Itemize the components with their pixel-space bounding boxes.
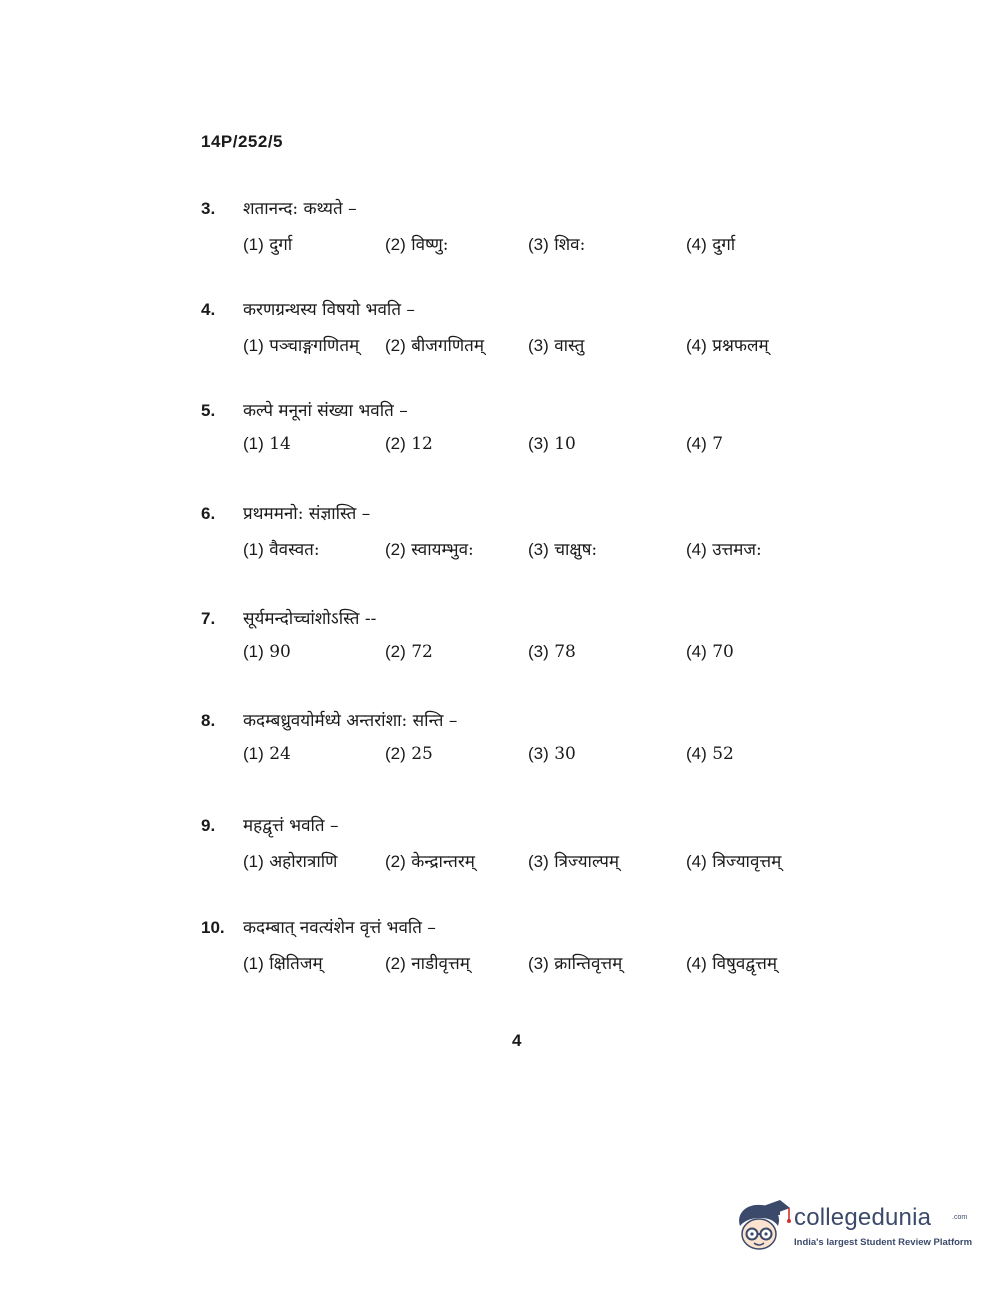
option-4: (4) 7 xyxy=(686,434,724,454)
option-3: (3) 30 xyxy=(528,744,576,764)
option-1: (1) पञ्चाङ्गगणितम् xyxy=(243,336,360,356)
question-number: 8. xyxy=(201,711,216,730)
option-3: (3) वास्तु xyxy=(528,336,585,356)
question-number: 6. xyxy=(201,504,216,523)
option-4: (4) उत्तमज: xyxy=(686,540,762,560)
option-2: (2) विष्णु: xyxy=(385,235,449,255)
question-text: सूर्यमन्दोच्चांशोऽस्ति -- xyxy=(243,609,377,629)
option-4: (4) प्रश्नफलम् xyxy=(686,336,769,356)
option-3: (3) शिव: xyxy=(528,235,586,255)
option-4: (4) दुर्गा xyxy=(686,235,736,255)
option-2: (2) नाडीवृत्तम् xyxy=(385,954,470,974)
question-7 xyxy=(0,609,993,689)
option-1: (1) वैवस्वत: xyxy=(243,540,320,560)
question-3 xyxy=(0,199,993,279)
question-number: 4. xyxy=(201,300,216,319)
question-text: कदम्बात् नवत्यंशेन वृत्तं भवति – xyxy=(243,918,436,938)
question-number: 9. xyxy=(201,816,216,835)
option-1: (1) क्षितिजम् xyxy=(243,954,323,974)
option-1: (1) अहोरात्राणि xyxy=(243,852,338,872)
option-1: (1) 24 xyxy=(243,744,291,764)
option-2: (2) 25 xyxy=(385,744,433,764)
option-1: (1) दुर्गा xyxy=(243,235,293,255)
question-4 xyxy=(0,300,993,380)
option-2: (2) स्वायम्भुव: xyxy=(385,540,474,560)
question-number: 7. xyxy=(201,609,216,628)
question-text: करणग्रन्थस्य विषयो भवति – xyxy=(243,300,415,320)
question-9 xyxy=(0,816,993,896)
question-text: शतानन्द: कथ्यते – xyxy=(243,199,357,219)
option-2: (2) 72 xyxy=(385,642,433,662)
option-3: (3) 10 xyxy=(528,434,576,454)
option-3: (3) चाक्षुष: xyxy=(528,540,598,560)
watermark-brand-name: collegedunia xyxy=(794,1204,932,1231)
option-4: (4) 70 xyxy=(686,642,734,662)
page-number: 4 xyxy=(512,1031,522,1050)
option-3: (3) त्रिज्याल्पम् xyxy=(528,852,620,872)
watermark-domain-suffix: .com xyxy=(952,1214,968,1221)
watermark-tagline: India's largest Student Review Platform xyxy=(794,1237,973,1248)
option-4: (4) त्रिज्यावृत्तम् xyxy=(686,852,782,872)
question-6 xyxy=(0,504,993,584)
question-text: महद्वृत्तं भवति – xyxy=(243,816,339,836)
option-3: (3) 78 xyxy=(528,642,576,662)
question-number: 10. xyxy=(201,918,225,937)
option-3: (3) क्रान्तिवृत्तम् xyxy=(528,954,623,974)
option-1: (1) 14 xyxy=(243,434,291,454)
option-4: (4) विषुवद्वृत्तम् xyxy=(686,954,778,974)
collegedunia-watermark xyxy=(730,1196,973,1258)
question-text: प्रथममनो: संज्ञास्ति – xyxy=(243,504,371,524)
mascot-with-graduation-cap-icon xyxy=(730,1196,792,1258)
option-1: (1) 90 xyxy=(243,642,291,662)
question-8 xyxy=(0,711,993,791)
option-2: (2) 12 xyxy=(385,434,433,454)
option-2: (2) केन्द्रान्तरम् xyxy=(385,852,475,872)
question-10 xyxy=(0,918,993,998)
option-4: (4) 52 xyxy=(686,744,734,764)
question-5 xyxy=(0,401,993,481)
option-2: (2) बीजगणितम् xyxy=(385,336,485,356)
question-number: 3. xyxy=(201,199,216,218)
question-number: 5. xyxy=(201,401,216,420)
question-text: कदम्बध्रुवयोर्मध्ये अन्तरांशा: सन्ति – xyxy=(243,711,458,731)
paper-code: 14P/252/5 xyxy=(201,132,284,151)
question-text: कल्पे मनूनां संख्या भवति – xyxy=(243,401,408,421)
